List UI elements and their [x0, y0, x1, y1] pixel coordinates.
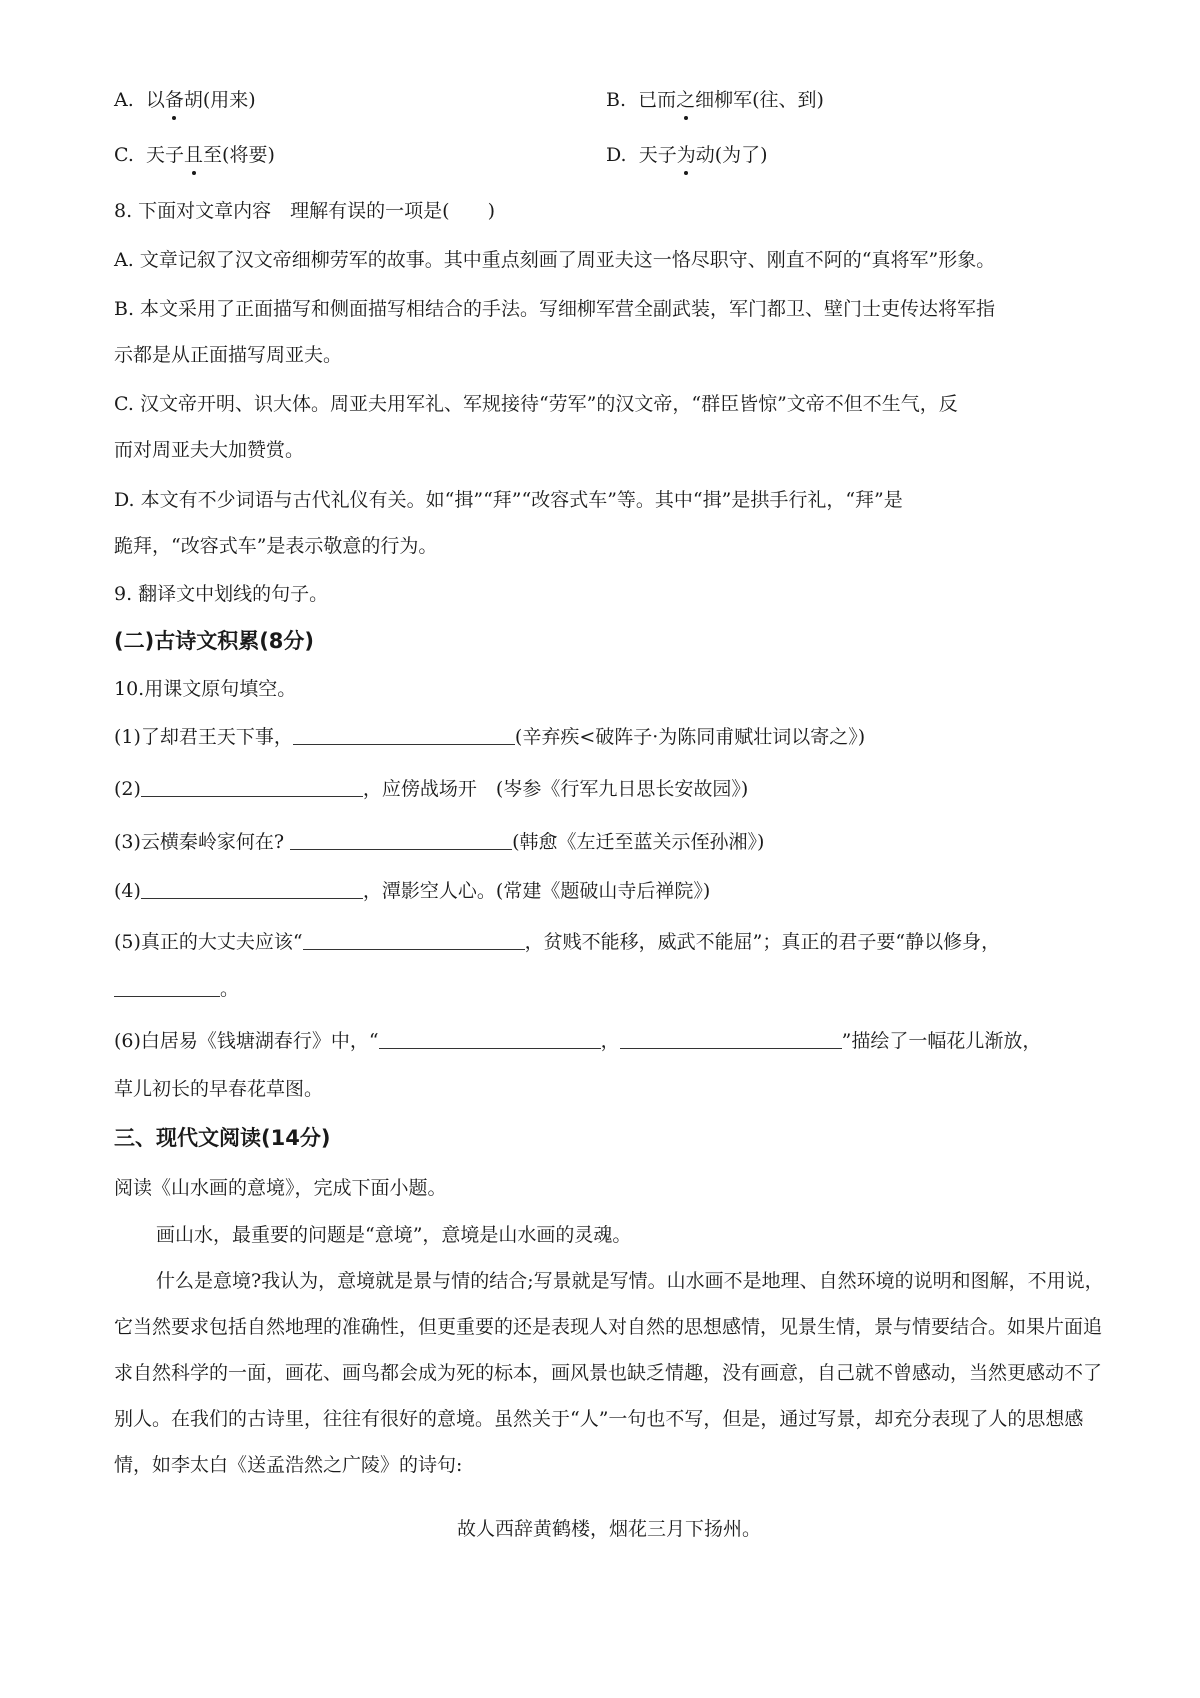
- dotted-char: 为: [677, 140, 696, 170]
- q10-item-2: [114, 774, 748, 804]
- item-source: ，应傍战场开 (岑参《行军九日思长安故园》): [362, 778, 749, 800]
- item-source: (韩愈《左迁至蓝关示侄孙湘》): [512, 831, 765, 853]
- q8-option-d-line1: D. 本文有不少词语与古代礼仪有关。如“揖”“拜”“改容式车”等。其中“揖”是拱手行礼，“拜”是: [114, 489, 903, 511]
- answer-blank[interactable]: [141, 878, 363, 899]
- reading-intro: 阅读《山水画的意境》，完成下面小题。: [114, 1177, 447, 1199]
- q10-item-6-line2: 草儿初长的早春花草图。: [114, 1078, 324, 1100]
- q8-option-c-line2: 而对周亚夫大加赞赏。: [114, 439, 305, 461]
- dotted-char: 之: [676, 85, 695, 115]
- answer-blank[interactable]: [114, 976, 220, 997]
- section-heading: (二)古诗文积累(8分): [114, 629, 315, 653]
- q8-option-b-line1: B. 本文采用了正面描写和侧面描写相结合的手法。写细柳军营全副武装，军门都卫、壁门士吏传达将军指: [114, 298, 996, 320]
- section-heading: 三、现代文阅读(14分): [114, 1126, 331, 1150]
- item-separator: ，: [600, 1030, 620, 1052]
- dotted-char: 备: [165, 85, 184, 115]
- item-text: (4): [114, 880, 141, 902]
- q8-stem: 8. 下面对文章内容 理解有误的一项是( ): [114, 200, 495, 222]
- q7-option-a: [114, 85, 256, 115]
- answer-blank[interactable]: [141, 776, 363, 797]
- passage-poem-line: 故人西辞黄鹤楼，烟花三月下扬州。: [456, 1518, 761, 1540]
- item-text: (3)云横秦岭家何在?: [114, 831, 291, 853]
- answer-blank[interactable]: [303, 929, 525, 950]
- option-text-pre: 天子: [146, 144, 185, 166]
- answer-blank[interactable]: [293, 724, 515, 745]
- item-text: (1)了却君王天下事，: [114, 726, 293, 748]
- item-text: (2): [114, 778, 141, 800]
- answer-blank[interactable]: [379, 1028, 601, 1049]
- passage-paragraph-1: 画山水，最重要的问题是“意境”，意境是山水画的灵魂。: [156, 1224, 632, 1246]
- answer-blank[interactable]: [620, 1028, 842, 1049]
- option-text-post: 动(为了): [695, 144, 768, 166]
- q10-item-5-line2: [114, 974, 239, 1004]
- q10-stem: 10.用课文原句填空。: [114, 678, 297, 700]
- q10-item-5: [114, 927, 1000, 957]
- q10-item-1: [114, 722, 865, 752]
- option-letter: D.: [606, 144, 627, 166]
- q8-option-a: A. 文章记叙了汉文帝细柳劳军的故事。其中重点刻画了周亚夫这一恪尽职守、刚直不阿的“真将军”形象。: [114, 249, 996, 271]
- option-letter: C.: [114, 144, 134, 166]
- item-text: (5)真正的大丈夫应该“: [114, 931, 303, 953]
- q10-item-3: [114, 827, 764, 857]
- q7-option-d: [606, 140, 768, 170]
- q7-option-b: [606, 85, 824, 115]
- q10-item-6: [114, 1026, 1041, 1056]
- option-letter: B.: [606, 89, 627, 111]
- q8-option-d-line2: 跪拜，“改容式车”是表示敬意的行为。: [114, 535, 438, 557]
- q8-option-c-line1: C. 汉文帝开明、识大体。周亚夫用军礼、军规接待“劳军”的汉文帝，“群臣皆惊”文帝不但不生气，反: [114, 393, 958, 415]
- q7-option-c: [114, 140, 275, 170]
- item-text-cont: ”描绘了一幅花儿渐放，: [841, 1030, 1042, 1052]
- option-text-pre: 已而: [638, 89, 677, 111]
- passage-paragraph-2: 什么是意境?我认为，意境就是景与情的结合;写景就是写情。山水画不是地理、自然环境的说明和图解，不用说，它当然要求包括自然地理的准确性，但更重要的还是表现人对自然的思想感情，见景生情，景与情要结合。如果片面追求自然科学的一面，画花、画鸟都会成为死的标本，画风景也缺乏情趣，没有画意，自己就不曾感动，当然更感动不了别人。在我们的古诗里，往往有很好的意境。虽然关于“人”一句也不写，但是，通过写景，却充分表现了人的思想感情，如李太白《送孟浩然之广陵》的诗句:: [114, 1270, 1104, 1476]
- answer-blank[interactable]: [290, 829, 512, 850]
- item-source: ，潭影空人心。(常建《题破山寺后禅院》): [362, 880, 711, 902]
- option-text-pre: 天子: [638, 144, 677, 166]
- item-source: (辛弃疾<破阵子·为陈同甫赋壮词以寄之》): [514, 726, 866, 748]
- q10-item-4: [114, 876, 710, 906]
- item-text: (6)白居易《钱塘湖春行》中，“: [114, 1030, 379, 1052]
- item-text-end: 。: [220, 978, 240, 1000]
- q8-option-b-line2: 示都是从正面描写周亚夫。: [114, 344, 343, 366]
- q9-stem: 9. 翻译文中划线的句子。: [114, 583, 329, 605]
- option-letter: A.: [114, 89, 134, 111]
- option-text-post: 细柳军(往、到): [695, 89, 824, 111]
- option-text-post: 至(将要): [203, 144, 275, 166]
- dotted-char: 且: [184, 140, 203, 170]
- item-text-cont: ，贫贱不能移，威武不能屈”；真正的君子要“静以修身，: [524, 931, 1001, 953]
- option-text-post: 胡(用来): [183, 89, 256, 111]
- option-text-pre: 以: [145, 89, 165, 111]
